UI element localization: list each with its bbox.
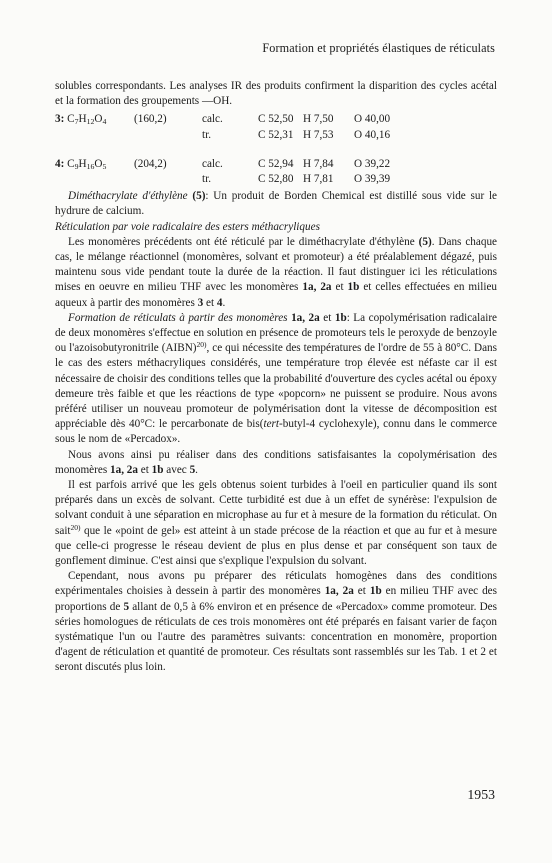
dimethacrylate-paragraph: Diméthacrylate d'éthylène (5): Un produit de Borden Chemical est distillé sous vide sur le hydrure de calcium. (55, 190, 498, 218)
oxygen-value: O 40,00 (354, 113, 391, 126)
found-label: tr. (202, 172, 212, 185)
body-paragraph: Cependant, nous avons pu préparer des réticulats homogènes dans des conditions expérimentales choisies à dessein à partir des monomères 1a, 2a et 1b en milieu THF avec des proportions de 5 allant de 0,5 à 6% environ et en présence de «Percadox» comme promoteur. Des séries homologues de réticulats de ces trois monomères ont été préparés en faisant varier de façon systématique l'un ou l'autre des paramètres suivants: concentration en monomère, proportion d'agent de réticulation et quantité de promoteur. Ces résultats sont rassemblés sur les Tab. 1 et 2 et seront discutés plus loin. (55, 570, 498, 674)
table-row (55, 128, 497, 143)
hydrogen-value: H 7,84 (303, 157, 334, 170)
compound-label: 3: $C_7H_{12}O_4$ (55, 113, 107, 127)
page-body (55, 79, 497, 676)
oxygen-value: O 39,22 (354, 157, 391, 170)
intro-paragraph: solubles correspondants. Les analyses IR des produits confirment la disparition des cycles acétal et la formation des groupements —OH. (55, 80, 497, 108)
table-row (55, 112, 497, 127)
molar-mass: (204,2) (134, 157, 167, 170)
section-heading: Réticulation par voie radicalaire des esters méthacryliques (55, 220, 320, 233)
calc-label: calc. (202, 113, 223, 126)
body-paragraph: Formation de réticulats à partir des monomères 1a, 2a et 1b: La copolymérisation radicalaire de deux monomères s'effectue en solution en présence de promoteurs tels le peroxyde de benzoyle ou l'azoisobutyronitrile (AIBN)$^{20)}$, ce qui nécessite des températures de l'ordre de 55 à 80°C. Dans le cas des esters méthacryliques considérés, une température trop élevée est néfaste car il est nécessaire de choisir des conditions telles que la probabilité d'ouverture des cycles acétal ou époxy demeure très faible et que les réactions de type «popcorn» ne puissent se produire. Nous avons préféré utiliser un nouveau promoteur de polymérisation dont la vitesse de décomposition est appréciable dès 40°C: le percarbonate de bis(tert-butyl-4 cyclohexyle), connu dans le commerce sous le nom de «Percadox». (55, 311, 498, 446)
hydrogen-value: H 7,53 (303, 128, 334, 141)
carbon-value: C 52,94 (258, 157, 294, 170)
elemental-analysis-table (55, 112, 497, 187)
page-number: 1953 (467, 787, 495, 802)
hydrogen-value: H 7,50 (303, 113, 334, 126)
calc-label: calc. (202, 157, 223, 170)
carbon-value: C 52,31 (258, 128, 294, 141)
oxygen-value: O 40,16 (354, 128, 391, 141)
carbon-value: C 52,80 (258, 172, 294, 185)
compound-label: 4: $C_9H_{16}O_5$ (55, 157, 107, 171)
found-label: tr. (202, 128, 212, 141)
carbon-value: C 52,50 (258, 113, 294, 126)
body-paragraph: Il est parfois arrivé que les gels obtenus soient turbides à l'oeil en particulier quand ils sont préparés dans un excès de solvant. Cette turbidité est due à un effet de synérèse: l'expulsion de solvant conduit à une séparation en microphase au fur et à mesure de la formation du réticulat. On sait$^{20)}$ que le «point de gel» est atteint à un stade précose de la réaction et que au fur et à mesure que celle-ci progresse le réseau devient de plus en plus dense et par conséquent son taux de gonflement diminue. C'est ainsi que s'explique l'expulsion du solvant. (55, 479, 497, 568)
table-row (55, 172, 497, 187)
running-header: Formation et propriétés élastiques de réticulats (262, 41, 495, 55)
oxygen-value: O 39,39 (354, 172, 391, 185)
table-row (55, 157, 497, 172)
body-paragraph: Les monomères précédents ont été réticulé par le diméthacrylate d'éthylène (5). Dans chaque cas, le mélange réactionnel (monomères, solvant et promoteur) a été préalablement dégazé, puis maintenu sous vide pendant toute la durée de la réaction. Il faut distinguer ici les réticulations mises en oeuvre en milieu THF avec les monomères 1a, 2a et 1b et celles effectuées en milieu aqueux à partir des monomères 3 et 4. (55, 235, 498, 309)
molar-mass: (160,2) (134, 113, 167, 126)
body-paragraph: Nous avons ainsi pu réaliser dans des conditions satisfaisantes la copolymérisation des monomères 1a, 2a et 1b avec 5. (55, 448, 497, 476)
hydrogen-value: H 7,81 (303, 172, 334, 185)
